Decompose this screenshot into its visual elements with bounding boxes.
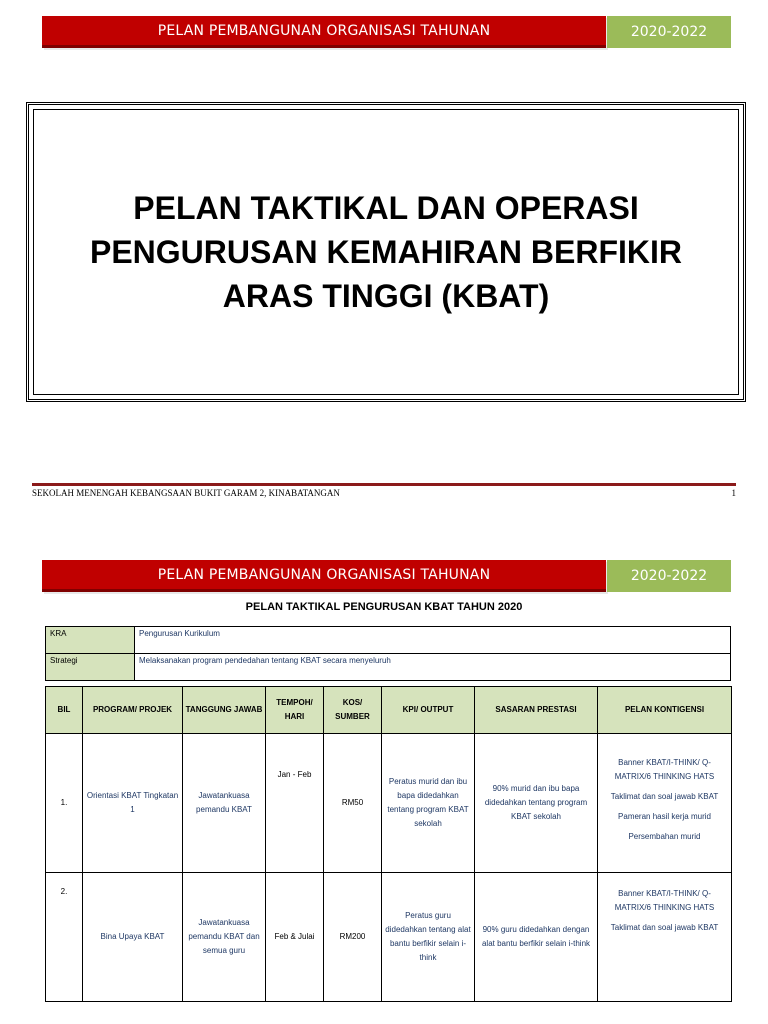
row-kpi: Peratus guru didedahkan tentang alat bantu berfikir selain i-think [382, 873, 475, 1002]
header-program: PROGRAM/ PROJEK [83, 687, 183, 734]
footer-divider [32, 483, 736, 486]
row-program: Orientasi KBAT Tingkatan 1 [83, 734, 183, 873]
row-bil: 2. [46, 873, 83, 1002]
row-tanggung-jawab: Jawatankuasa pemandu KBAT [183, 734, 266, 873]
header-sasaran: SASARAN PRESTASI [475, 687, 598, 734]
kontingensi-item: Taklimat dan soal jawab KBAT [610, 792, 719, 801]
footer-page-number: 1 [731, 488, 736, 498]
page1-year: 2020-2022 [630, 24, 708, 40]
row-kontingensi [598, 873, 732, 1002]
footer-school-name: SEKOLAH MENENGAH KEBANGSAAN BUKIT GARAM 2, KINABATANGAN [32, 488, 340, 498]
cover-title-box [26, 102, 746, 402]
kra-row [46, 627, 731, 654]
row-tanggung-jawab: Jawatankuasa pemandu KBAT dan semua guru [183, 873, 266, 1002]
plan-table [45, 686, 732, 1002]
header-tempoh: TEMPOH/ HARI [266, 687, 324, 734]
header-kos: KOS/ SUMBER [324, 687, 382, 734]
header-kontingensi: PELAN KONTIGENSI [598, 687, 732, 734]
kra-table [45, 626, 731, 681]
strategi-value: Melaksanakan program pendedahan tentang KBAT secara menyeluruh [135, 654, 731, 681]
row-sasaran: 90% guru didedahkan dengan alat bantu berfikir selain i-think [475, 873, 598, 1002]
kra-label: KRA [46, 627, 135, 654]
header-bil: BIL [46, 687, 83, 734]
table-header-row [46, 687, 732, 734]
kontingensi-item: Banner KBAT/I-THINK/ Q-MATRIX/6 THINKING HATS [614, 889, 715, 912]
table-row [46, 873, 732, 1002]
kontingensi-item: Taklimat dan soal jawab KBAT [610, 923, 719, 932]
row-kontingensi [598, 734, 732, 873]
row-kos: RM200 [324, 873, 382, 1002]
row-tempoh: Jan - Feb [266, 734, 324, 873]
page1-banner-title: PELAN PEMBANGUNAN ORGANISASI TAHUNAN [157, 22, 491, 39]
page2-banner [42, 560, 606, 592]
kontingensi-item: Pameran hasil kerja murid [618, 812, 711, 821]
row-program: Bina Upaya KBAT [83, 873, 183, 1002]
page2-year-badge [607, 560, 731, 592]
kontingensi-item: Persembahan murid [628, 832, 701, 841]
kontingensi-item: Banner KBAT/I-THINK/ Q-MATRIX/6 THINKING HATS [614, 758, 715, 781]
cover-title-line-2: PENGURUSAN KEMAHIRAN BERFIKIR [89, 234, 682, 270]
cover-title-line-1: PELAN TAKTIKAL DAN OPERASI [133, 190, 639, 226]
row-kos: RM50 [324, 734, 382, 873]
row-tempoh: Feb & Julai [266, 873, 324, 1002]
header-tanggung-jawab: TANGGUNG JAWAB [183, 687, 266, 734]
row-kpi: Peratus murid dan ibu bapa didedahkan tentang program KBAT sekolah [382, 734, 475, 873]
page1-banner [42, 16, 606, 48]
cover-title [66, 186, 706, 318]
header-kpi: KPI/ OUTPUT [382, 687, 475, 734]
strategi-row [46, 654, 731, 681]
strategi-label: Strategi [46, 654, 135, 681]
plan-subtitle: PELAN TAKTIKAL PENGURUSAN KBAT TAHUN 2020 [245, 601, 523, 613]
row-bil: 1. [46, 734, 83, 873]
page1-footer [32, 488, 736, 498]
table-row [46, 734, 732, 873]
page1-year-badge [607, 16, 731, 48]
row-sasaran: 90% murid dan ibu bapa didedahkan tentang program KBAT sekolah [475, 734, 598, 873]
page2-banner-title: PELAN PEMBANGUNAN ORGANISASI TAHUNAN [157, 566, 491, 583]
kra-value: Pengurusan Kurikulum [135, 627, 731, 654]
page2-year: 2020-2022 [630, 568, 708, 584]
cover-title-line-3: ARAS TINGGI (KBAT) [222, 278, 550, 314]
